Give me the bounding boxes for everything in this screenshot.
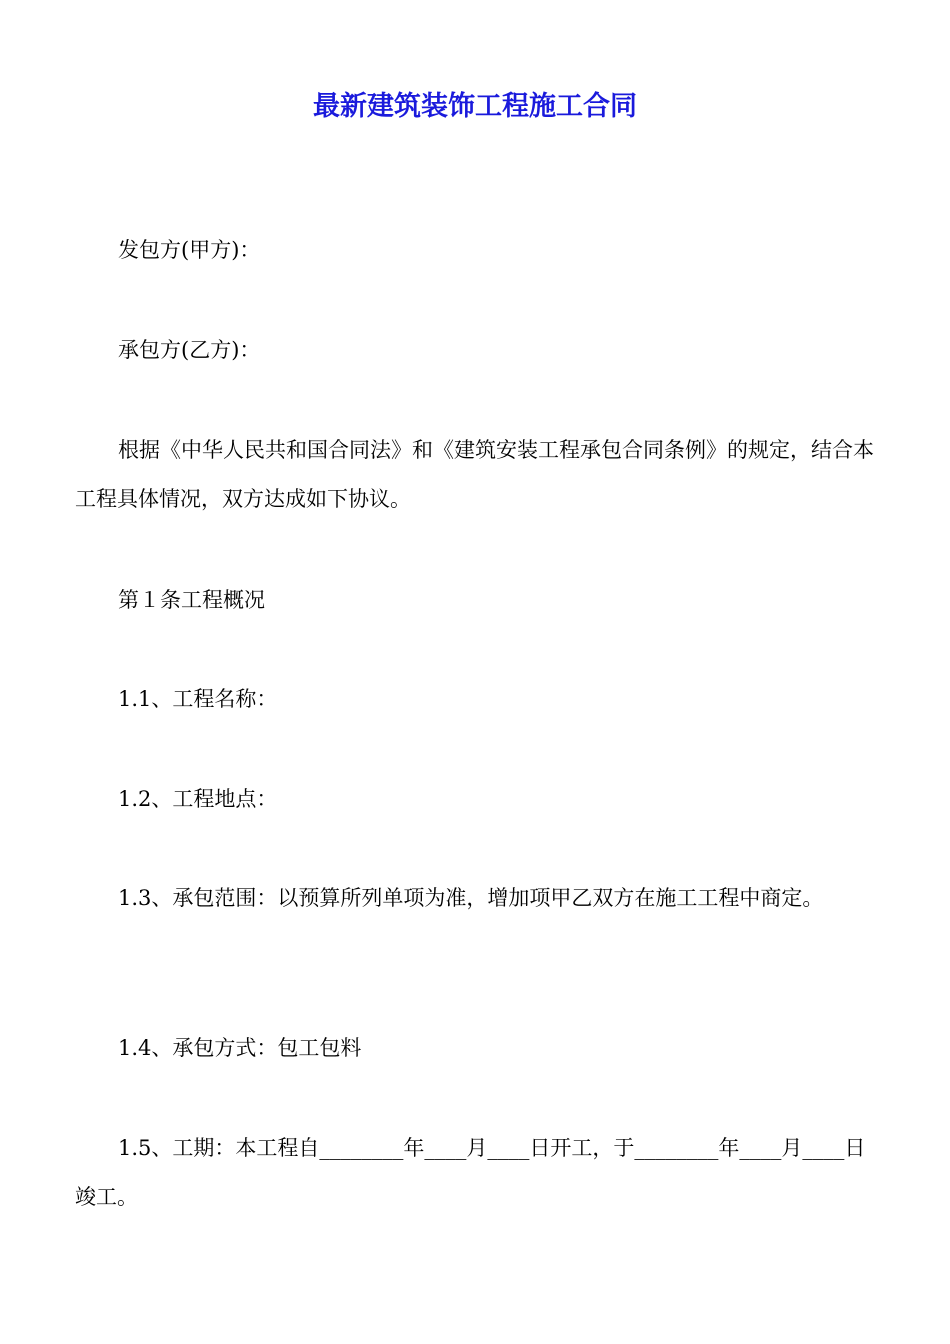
item-1-2: 1.2、工程地点： [118,787,278,811]
document-title: 最新建筑装饰工程施工合同 [313,91,637,122]
item-1-5: 1.5、工期：本工程自________年____月____日开工，于________年____月____日竣工。 [75,1136,866,1209]
item-1-3: 1.3、承包范围：以预算所列单项为准，增加项甲乙双方在施工工程中商定。 [118,886,824,910]
party-b-line: 承包方(乙方)： [118,338,261,362]
item-1-1: 1.1、工程名称： [118,687,278,711]
article-1-heading: 第１条工程概况 [118,588,265,612]
party-a-line: 发包方(甲方)： [118,238,261,262]
preamble-paragraph: 根据《中华人民共和国合同法》和《建筑安装工程承包合同条例》的规定，结合本工程具体情况，双方达成如下协议。 [75,438,874,511]
item-1-4: 1.4、承包方式：包工包料 [118,1036,362,1060]
